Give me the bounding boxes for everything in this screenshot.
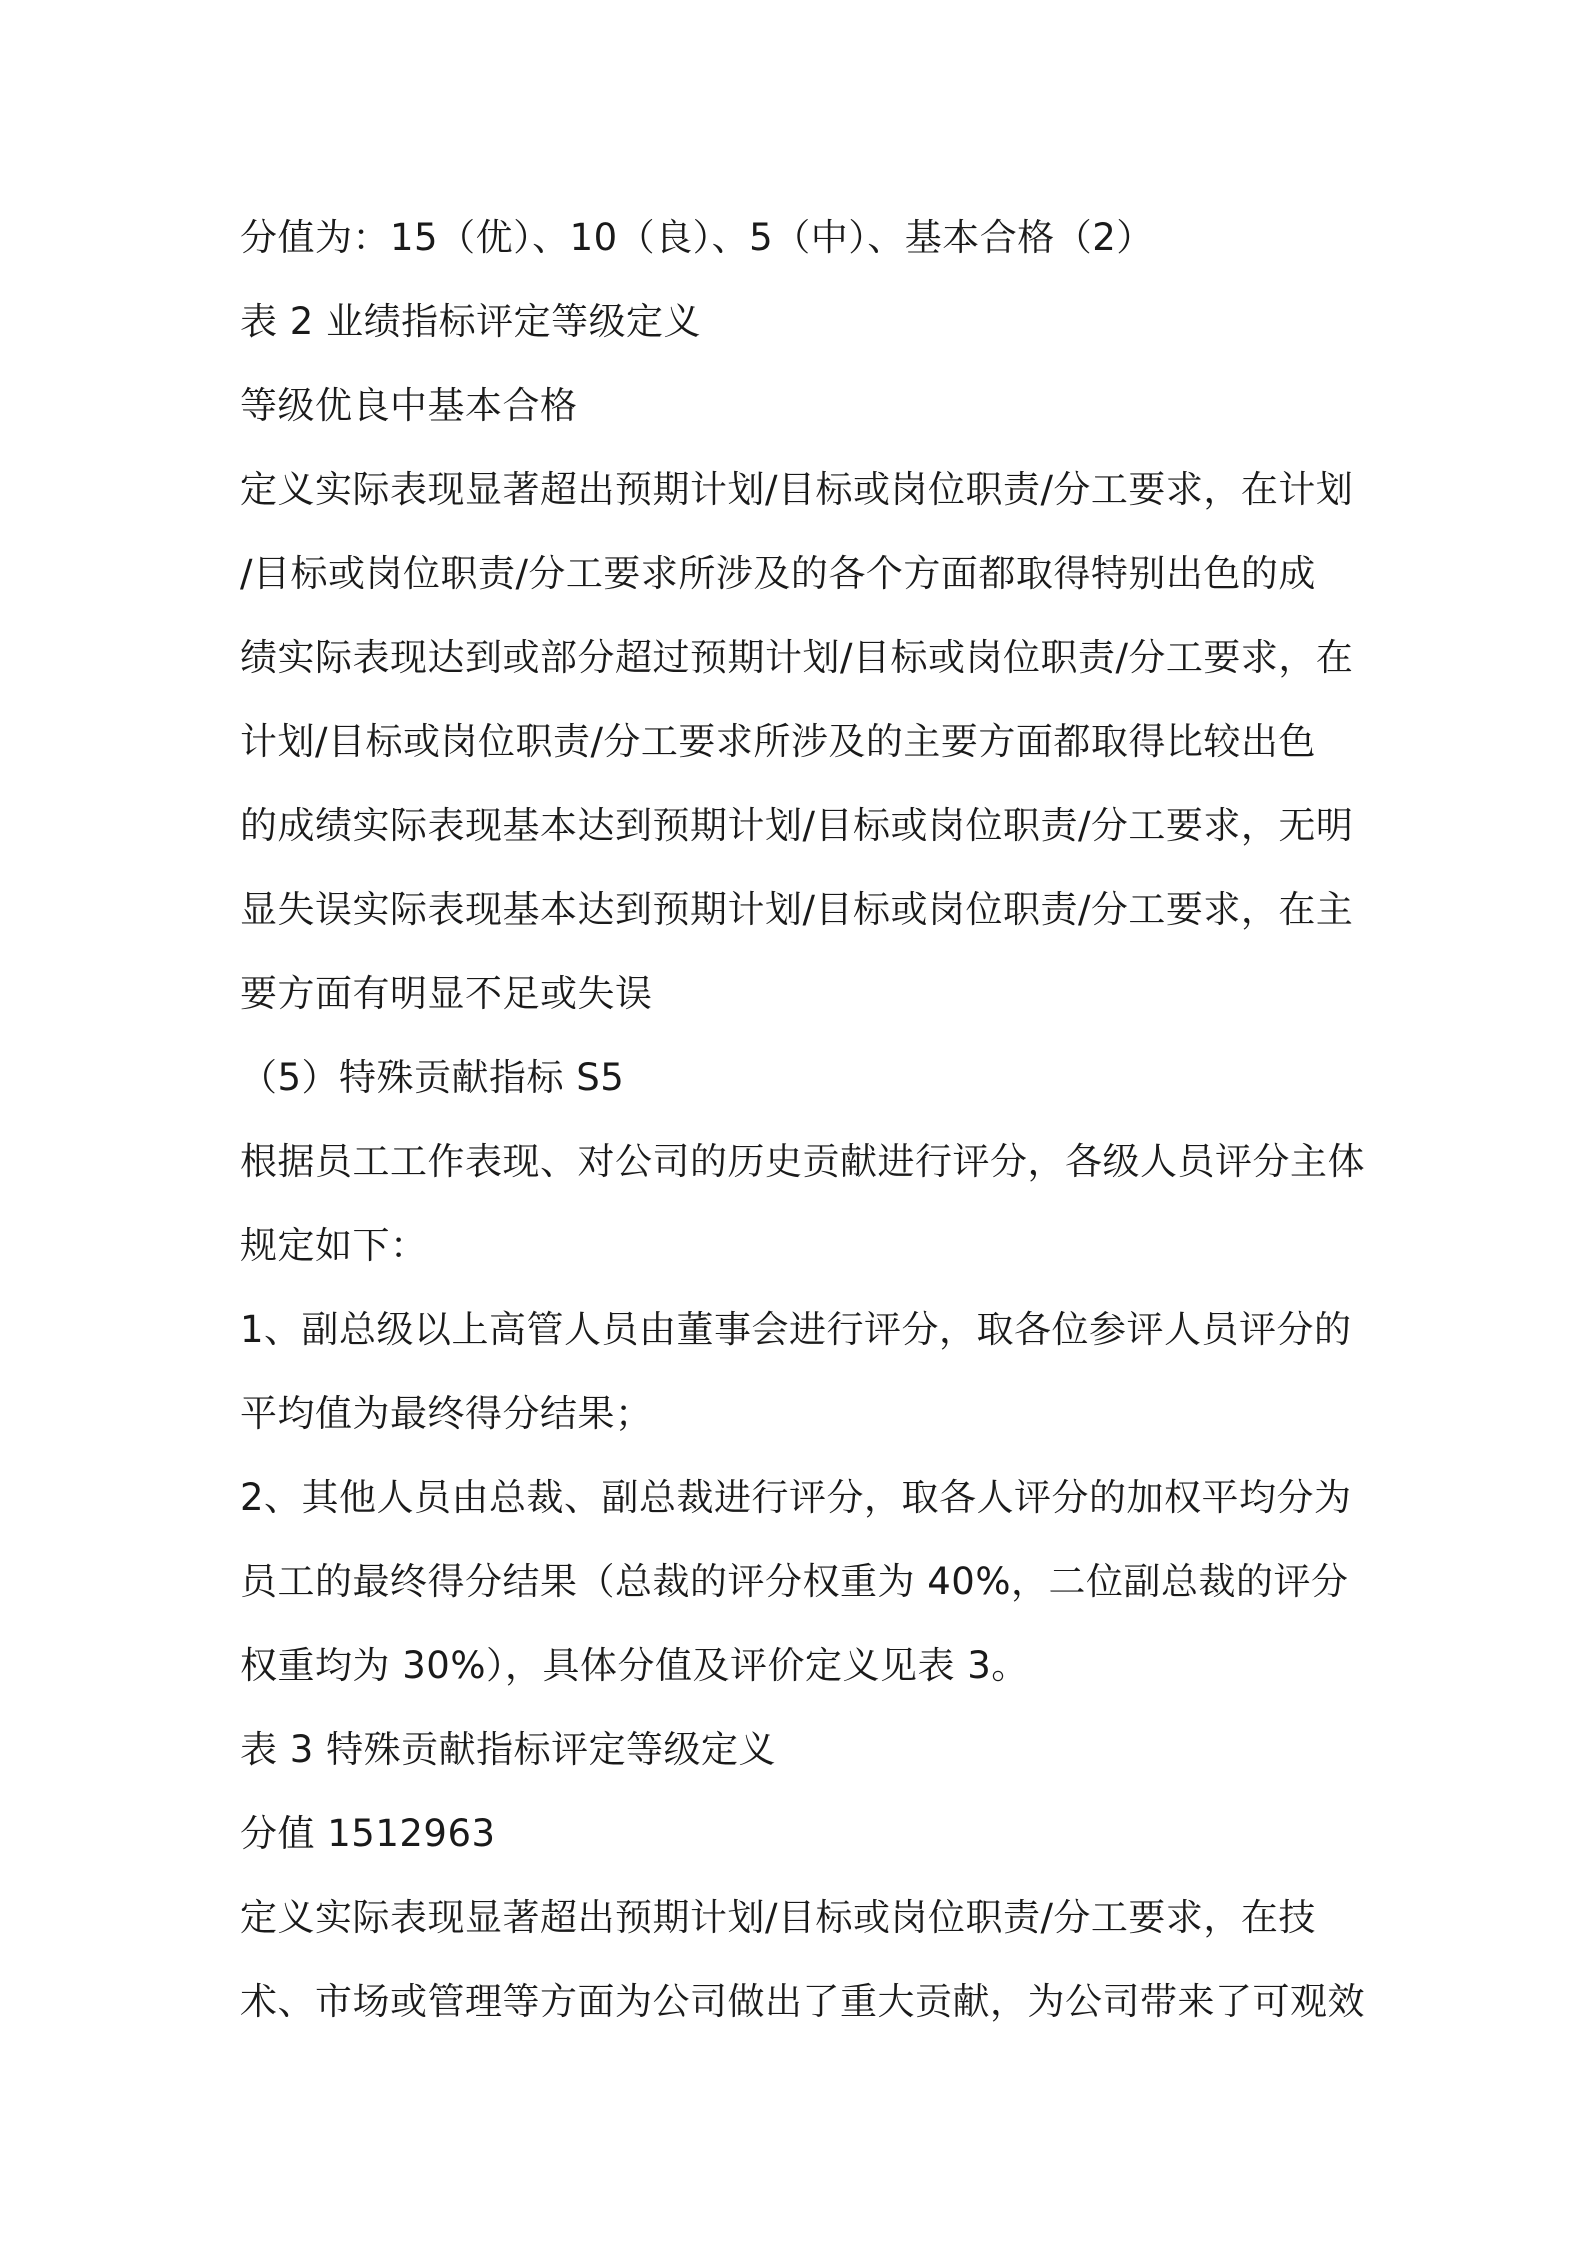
text-line: 的成绩实际表现基本达到预期计划/目标或岗位职责/分工要求，无明 xyxy=(240,804,1354,847)
text-line: 定义实际表现显著超出预期计划/目标或岗位职责/分工要求，在计划 xyxy=(240,468,1354,511)
text-line: 等级优良中基本合格 xyxy=(240,384,578,427)
section-heading: （5）特殊贡献指标 S5 xyxy=(240,1056,625,1099)
document-page xyxy=(240,196,1370,2044)
text-line: 1、副总级以上高管人员由董事会进行评分，取各位参评人员评分的 xyxy=(240,1308,1352,1351)
text-line: 规定如下： xyxy=(240,1224,428,1267)
text-line: 2、其他人员由总裁、副总裁进行评分，取各人评分的加权平均分为 xyxy=(240,1476,1352,1519)
text-line: 根据员工工作表现、对公司的历史贡献进行评分，各级人员评分主体 xyxy=(240,1140,1365,1183)
text-line: 要方面有明显不足或失误 xyxy=(240,972,653,1015)
table-caption: 表 3 特殊贡献指标评定等级定义 xyxy=(240,1728,777,1771)
text-line: 显失误实际表现基本达到预期计划/目标或岗位职责/分工要求，在主 xyxy=(240,888,1354,931)
text-line: 平均值为最终得分结果； xyxy=(240,1392,653,1435)
text-line: 定义实际表现显著超出预期计划/目标或岗位职责/分工要求，在技 xyxy=(240,1896,1316,1939)
text-line: 分值为：15（优）、10（良）、5（中）、基本合格（2） xyxy=(240,216,1154,259)
text-line: 员工的最终得分结果（总裁的评分权重为 40%，二位副总裁的评分 xyxy=(240,1560,1349,1603)
text-line: 分值 1512963 xyxy=(240,1812,496,1855)
text-line: 权重均为 30%），具体分值及评价定义见表 3。 xyxy=(240,1644,1029,1687)
text-line: 计划/目标或岗位职责/分工要求所涉及的主要方面都取得比较出色 xyxy=(240,720,1316,763)
text-line: 绩实际表现达到或部分超过预期计划/目标或岗位职责/分工要求，在 xyxy=(240,636,1354,679)
text-line: 术、市场或管理等方面为公司做出了重大贡献，为公司带来了可观效 xyxy=(240,1980,1365,2023)
table-caption: 表 2 业绩指标评定等级定义 xyxy=(240,300,702,343)
text-line: /目标或岗位职责/分工要求所涉及的各个方面都取得特别出色的成 xyxy=(240,552,1316,595)
